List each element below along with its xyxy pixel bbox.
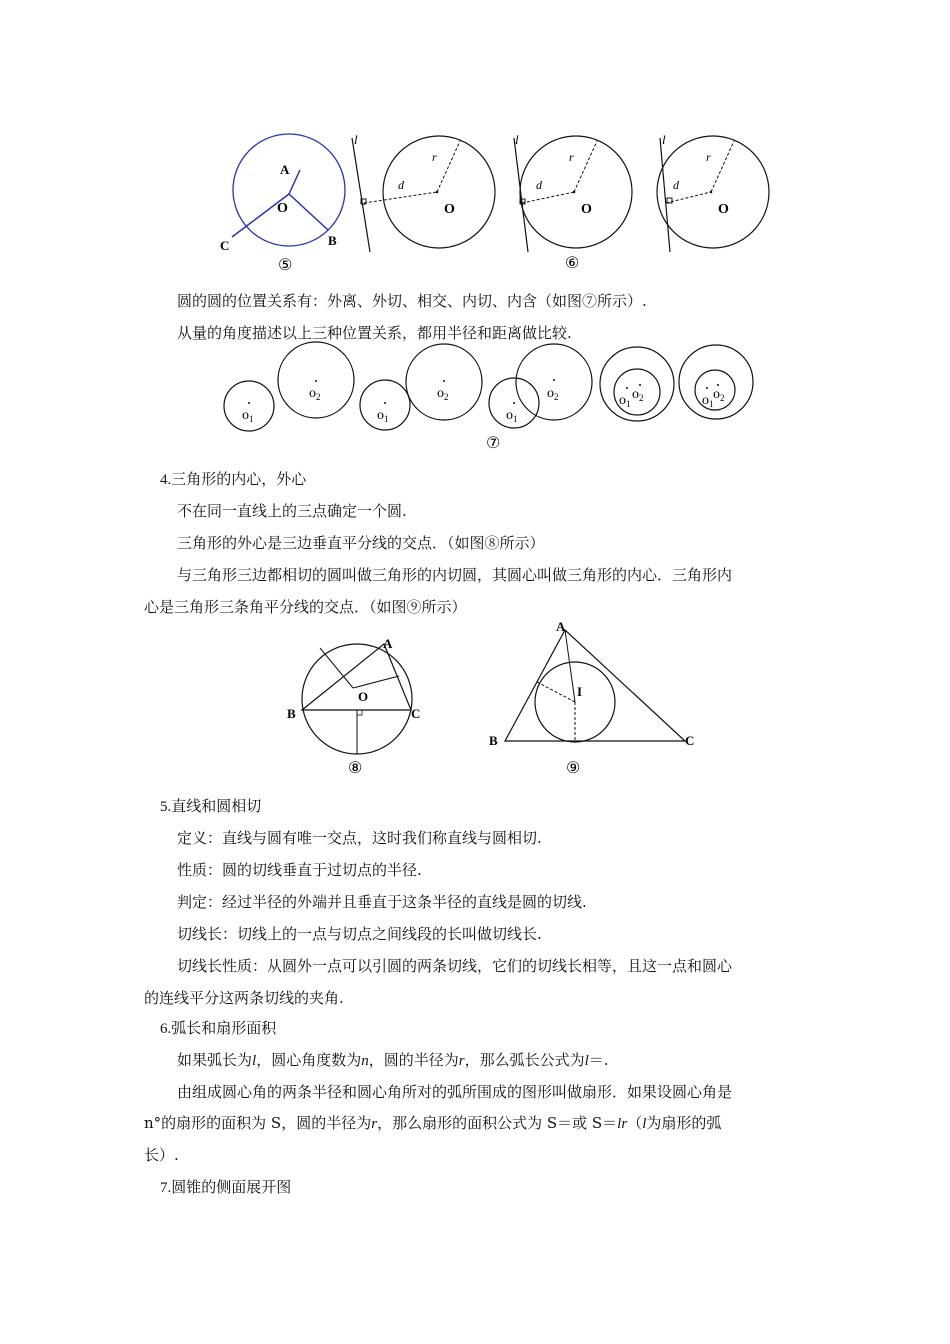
distance-d [522, 192, 574, 203]
section-6-sector-line3: 长）. [144, 1146, 179, 1164]
var-l: l [642, 1116, 647, 1132]
center-o1 [384, 402, 386, 404]
pair-intersecting [489, 344, 592, 428]
label-d: d [398, 178, 404, 192]
text-part: ，那么弧长公式为 [464, 1051, 585, 1069]
center-dot [436, 191, 439, 194]
center-o1 [513, 402, 515, 404]
figure-5 [220, 130, 360, 280]
section-7-title: 圆锥的侧面展开图 [171, 1178, 292, 1196]
label-d: d [536, 178, 542, 192]
label-b: B [287, 706, 296, 721]
section-6-title: 弧长和扇形面积 [171, 1019, 277, 1037]
radius-r [574, 141, 597, 192]
var-r: r [458, 1053, 465, 1069]
section-4-p2: 三角形的外心是三边垂直平分线的交点．（如图⑧所示） [177, 534, 545, 552]
label-o2: $o_2$ [547, 386, 559, 402]
line-l [660, 138, 670, 252]
radius-r [711, 141, 734, 192]
section-4-p3-line1: 与三角形三边都相切的圆叫做三角形的内切圆，其圆心叫做三角形的内心．三角形内 [177, 566, 733, 584]
section-7-number: 7. [160, 1180, 172, 1196]
circle-6-2 [520, 136, 632, 248]
label-d: d [673, 178, 679, 192]
section-7-heading [160, 1178, 291, 1197]
label-r: r [569, 150, 574, 164]
label-o: O [444, 202, 455, 217]
figure-6 [340, 128, 780, 278]
radius-ob [289, 194, 328, 230]
pair-internal-tangent [600, 347, 674, 421]
center-o1 [706, 387, 708, 389]
center-o1 [626, 387, 628, 389]
label-r: r [706, 150, 711, 164]
label-l: l [354, 132, 358, 147]
label-c: C [220, 238, 230, 253]
label-a: A [280, 162, 290, 177]
section-5-title: 直线和圆相切 [171, 797, 262, 815]
paragraph-circle-relations: 圆的圆的位置关系有：外离、外切、相交、内切、内含（如图⑦所示）. [177, 292, 647, 310]
label-o: O [718, 202, 729, 217]
text-part: ，圆心角度数为 [256, 1051, 362, 1069]
text-part: 为扇形的弧 [646, 1114, 722, 1132]
section-4-number: 4. [160, 472, 172, 488]
center-o2 [639, 384, 641, 386]
center-o1 [248, 402, 250, 404]
label-o: O [581, 202, 592, 217]
caption-6: ⑥ [565, 255, 580, 272]
center-o2 [315, 380, 317, 382]
circle-o1 [600, 347, 674, 421]
paragraph-quantity: 从量的角度描述以上三种位置关系，都用半径和距离做比较. [177, 324, 572, 342]
section-6-arc-length [177, 1051, 609, 1070]
center-dot [710, 191, 713, 194]
label-o: O [358, 689, 369, 704]
circle-6-1 [383, 136, 495, 248]
var-l: l [584, 1053, 589, 1069]
section-5-definition: 定义：直线与圆有唯一交点，这时我们称直线与圆相切. [177, 829, 542, 847]
section-5-tangent-length: 切线长：切线上的一点与切点之间线段的长叫做切线长. [177, 925, 542, 943]
label-l: l [662, 132, 666, 147]
pair-external-tangent [360, 344, 482, 430]
label-a: A [383, 636, 393, 651]
circle-o1 [679, 345, 753, 419]
text-part: ＝. [588, 1051, 609, 1069]
line-l [514, 138, 528, 252]
caption-5: ⑤ [278, 257, 293, 274]
var-lr: lr [617, 1116, 628, 1132]
var-r: r [371, 1116, 378, 1132]
section-4-p3-line2: 心是三角形三条角平分线的交点．（如图⑨所示） [144, 598, 467, 616]
panel-6-1 [352, 132, 495, 252]
label-b: B [328, 233, 337, 248]
panel-6-3 [657, 132, 769, 252]
section-6-heading [160, 1019, 276, 1038]
label-b: B [489, 733, 498, 748]
section-4-p1: 不在同一直线上的三点确定一个圆. [177, 502, 407, 520]
label-o2: $o_2$ [437, 386, 449, 402]
section-5-property: 性质：圆的切线垂直于过切点的半径. [177, 861, 422, 879]
center-dot [573, 191, 576, 194]
figure-7 [220, 340, 780, 452]
label-o1: $o_1$ [506, 408, 518, 424]
distance-d [666, 192, 711, 203]
text-part: （ [627, 1114, 643, 1132]
triangle-abc [505, 630, 685, 741]
caption-9: ⑨ [566, 760, 581, 777]
radius-r [437, 141, 460, 192]
var-l: l [252, 1053, 257, 1069]
text-part: ，圆的半径为 [368, 1051, 459, 1069]
section-6-sector-line2 [144, 1114, 721, 1133]
label-r: r [432, 150, 437, 164]
panel-6-2 [514, 132, 632, 252]
label-o2: $o_2$ [632, 387, 644, 403]
figure-9 [485, 616, 705, 778]
text-part: 如果弧长为 [177, 1051, 253, 1069]
caption-7: ⑦ [486, 435, 501, 452]
circle-6-3 [657, 136, 769, 248]
line-l [352, 138, 370, 252]
section-6-number: 6. [160, 1021, 172, 1037]
section-4-title: 三角形的内心，外心 [171, 470, 307, 488]
distance-d [364, 192, 437, 203]
label-o2: $o_2$ [713, 387, 725, 403]
right-angle-mark [357, 710, 362, 715]
center-o2 [553, 379, 555, 381]
label-o1: $o_1$ [702, 393, 714, 409]
label-i: I [577, 684, 583, 699]
section-5-number: 5. [160, 799, 172, 815]
section-5-tangent-length-property-line2: 的连线平分这两条切线的夹角. [144, 989, 344, 1007]
section-5-judgement: 判定：经过半径的外端并且垂直于这条半径的直线是圆的切线. [177, 893, 587, 911]
label-o2: $o_2$ [309, 386, 321, 402]
text-part: n°的扇形的面积为 S，圆的半径为 [144, 1114, 372, 1132]
pair-separate [224, 342, 354, 431]
figure-8 [280, 628, 430, 778]
label-a: A [556, 619, 566, 634]
radius-oa [289, 170, 300, 194]
text-part: ，那么扇形的面积公式为 S＝或 S＝ [377, 1114, 618, 1132]
label-o: O [277, 201, 288, 216]
section-4-heading [160, 470, 306, 489]
label-c: C [685, 733, 695, 748]
label-c: C [411, 706, 421, 721]
section-5-tangent-length-property-line1: 切线长性质：从圆外一点可以引圆的两条切线，它们的切线长相等，且这一点和圆心 [177, 957, 733, 975]
caption-8: ⑧ [348, 760, 363, 777]
label-o1: $o_1$ [377, 408, 389, 424]
bisector-ac [353, 676, 399, 688]
section-6-sector-line1: 由组成圆心角的两条半径和圆心角所对的弧所围成的图形叫做扇形．如果设圆心角是 [177, 1083, 733, 1101]
center-o2 [443, 380, 445, 382]
center-o2 [717, 384, 719, 386]
radius-to-ab [537, 682, 575, 702]
label-o1: $o_1$ [619, 393, 631, 409]
pair-contained [679, 345, 753, 419]
section-5-heading [160, 797, 261, 816]
var-n: n [361, 1053, 369, 1069]
bisector-a [565, 630, 575, 702]
label-l: l [515, 132, 519, 147]
label-o1: $o_1$ [242, 408, 254, 424]
